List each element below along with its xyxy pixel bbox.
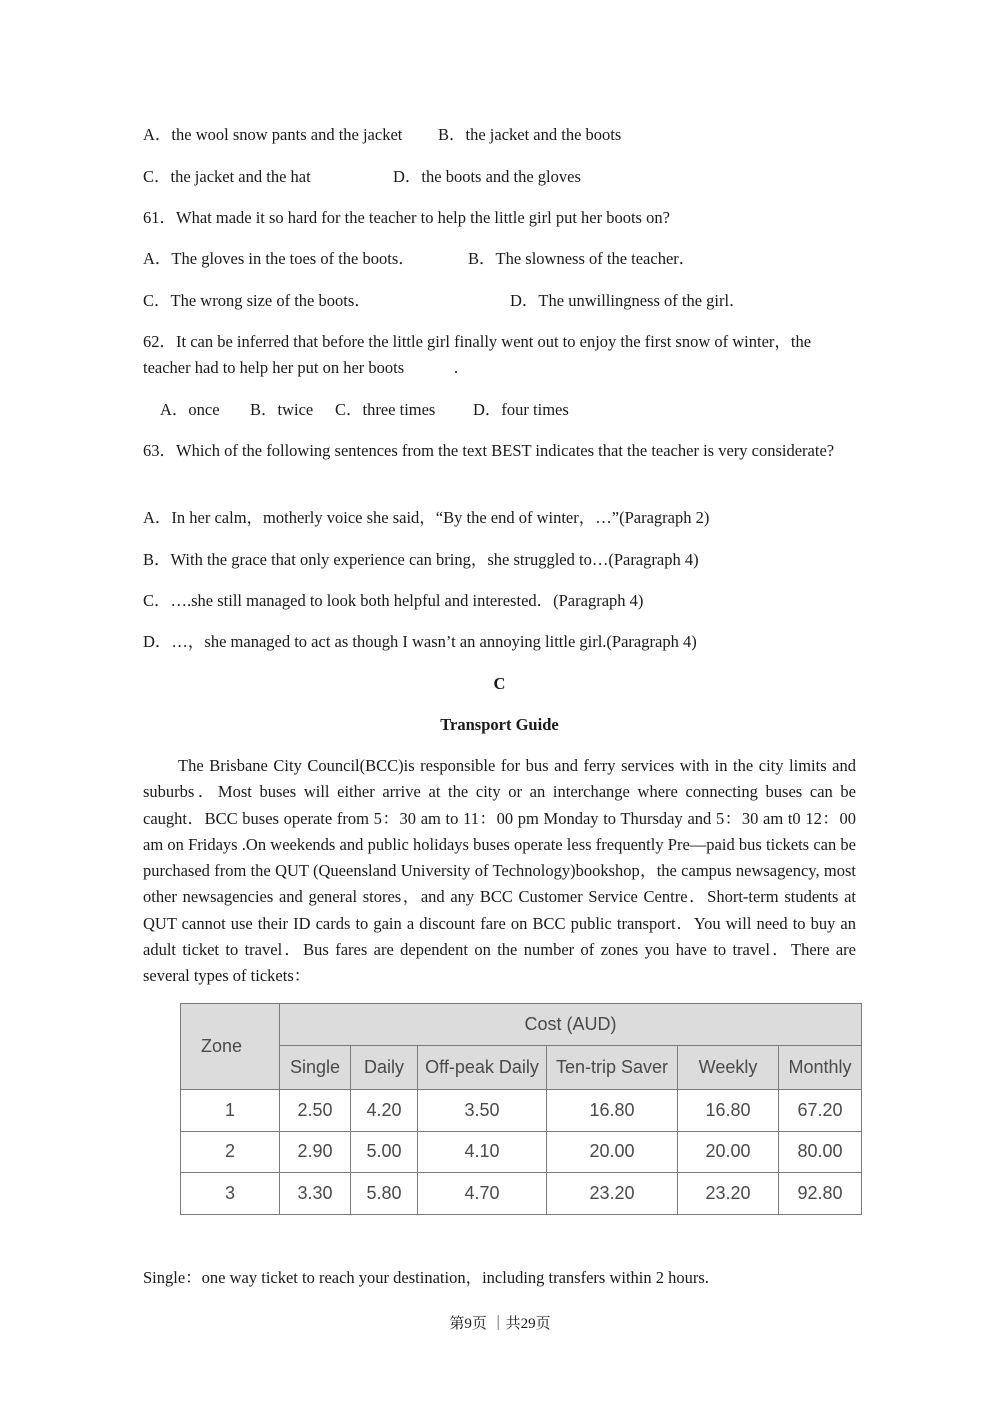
col-daily: Daily — [351, 1046, 418, 1090]
cost-header: Cost (AUD) — [280, 1004, 862, 1046]
q62-stem-line2: teacher had to help her put on her boots — [143, 358, 405, 377]
fare-cell: 4.70 — [418, 1173, 547, 1215]
q63-option-b: B．With the grace that only experience can bring，she struggled to…(Paragraph 4) — [143, 550, 699, 569]
fare-cell: 2.90 — [280, 1131, 351, 1173]
fare-cell: 3.50 — [418, 1090, 547, 1132]
q61-option-c: C．The wrong size of the boots． — [143, 291, 371, 310]
q62-blank-end: . — [454, 358, 459, 377]
q63-option-c: C．….she still managed to look both helpful and interested．(Paragraph 4) — [143, 591, 644, 610]
table-row — [181, 1173, 862, 1215]
fare-cell: 20.00 — [678, 1131, 779, 1173]
q62-option-c: C．three times — [335, 400, 436, 419]
fare-cell: 4.20 — [351, 1090, 418, 1132]
q62-option-a: A．once — [160, 400, 220, 419]
col-weekly: Weekly — [678, 1046, 779, 1090]
q62-option-b: B．twice — [250, 400, 314, 419]
fare-cell: 16.80 — [547, 1090, 678, 1132]
zone-cell: 2 — [181, 1131, 280, 1173]
fare-cell: 2.50 — [280, 1090, 351, 1132]
q63-stem: 63．Which of the following sentences from the text BEST indicates that the teacher is very considerate? — [143, 441, 835, 460]
q61-option-d: D．The unwillingness of the girl． — [510, 291, 746, 310]
fare-cell: 3.30 — [280, 1173, 351, 1215]
q62-option-d: D．four times — [473, 400, 569, 419]
fare-cell: 5.80 — [351, 1173, 418, 1215]
col-ten-trip-saver: Ten-trip Saver — [547, 1046, 678, 1090]
table-row — [181, 1090, 862, 1132]
q60-option-c: C．the jacket and the hat — [143, 167, 311, 186]
transport-paragraph: The Brisbane City Council(BCC)is responsible for bus and ferry services with in the city limits and suburbs．Most buses will either arrive at the city or an interchange where connecting buses can be caught．BCC buses operate from 5：30 am to 11：00 pm Monday to Thursday and 5：30 am t0 12：00 am on Fridays .On weekends and public holidays buses operate less frequently Pre—paid bus tickets can be purchased from the QUT (Queensland University of Technology)bookshop，the campus newsagency, most other newsagencies and general stores，and any BCC Customer Service Centre．Short-term students at QUT cannot use their ID cards to gain a discount fare on BCC public transport．You will need to buy an adult ticket to travel．Bus fares are dependent on the number of zones you have to travel．There are several types of tickets： — [143, 756, 856, 986]
fare-cell: 5.00 — [351, 1131, 418, 1173]
fare-table — [180, 1003, 862, 1215]
col-monthly: Monthly — [779, 1046, 862, 1090]
section-title: Transport Guide — [440, 715, 559, 734]
table-row — [181, 1131, 862, 1173]
q61-option-a: A．The gloves in the toes of the boots． — [143, 249, 415, 268]
fare-cell: 4.10 — [418, 1131, 547, 1173]
q60-option-b: B．the jacket and the boots — [438, 125, 622, 144]
q63-option-d: D．…，she managed to act as though I wasn’t an annoying little girl.(Paragraph 4) — [143, 632, 697, 651]
fare-cell: 23.20 — [678, 1173, 779, 1215]
q60-option-a: A．the wool snow pants and the jacket — [143, 125, 403, 144]
col-off-peak-daily: Off-peak Daily — [418, 1046, 547, 1090]
fare-cell: 23.20 — [547, 1173, 678, 1215]
zone-cell: 3 — [181, 1173, 280, 1215]
q61-option-b: B．The slowness of the teacher． — [468, 249, 696, 268]
q63-option-a: A．In her calm，motherly voice she said，“By the end of winter，…”(Paragraph 2) — [143, 508, 710, 527]
fare-cell: 20.00 — [547, 1131, 678, 1173]
fare-cell: 16.80 — [678, 1090, 779, 1132]
fare-cell: 92.80 — [779, 1173, 862, 1215]
q60-option-d: D．the boots and the gloves — [393, 167, 581, 186]
q62-stem-line1: 62．It can be inferred that before the little girl finally went out to enjoy the first snow of winter，the — [143, 332, 812, 351]
col-single: Single — [280, 1046, 351, 1090]
q61-stem: 61．What made it so hard for the teacher to help the little girl put her boots on? — [143, 208, 670, 227]
section-letter: C — [493, 674, 506, 693]
single-ticket-note: Single：one way ticket to reach your destination，including transfers within 2 hours. — [143, 1268, 709, 1287]
page-footer: 第9页 ｜共29页 — [449, 1316, 551, 1332]
fare-cell: 80.00 — [779, 1131, 862, 1173]
zone-header: Zone — [181, 1004, 280, 1090]
zone-cell: 1 — [181, 1090, 280, 1132]
fare-cell: 67.20 — [779, 1090, 862, 1132]
